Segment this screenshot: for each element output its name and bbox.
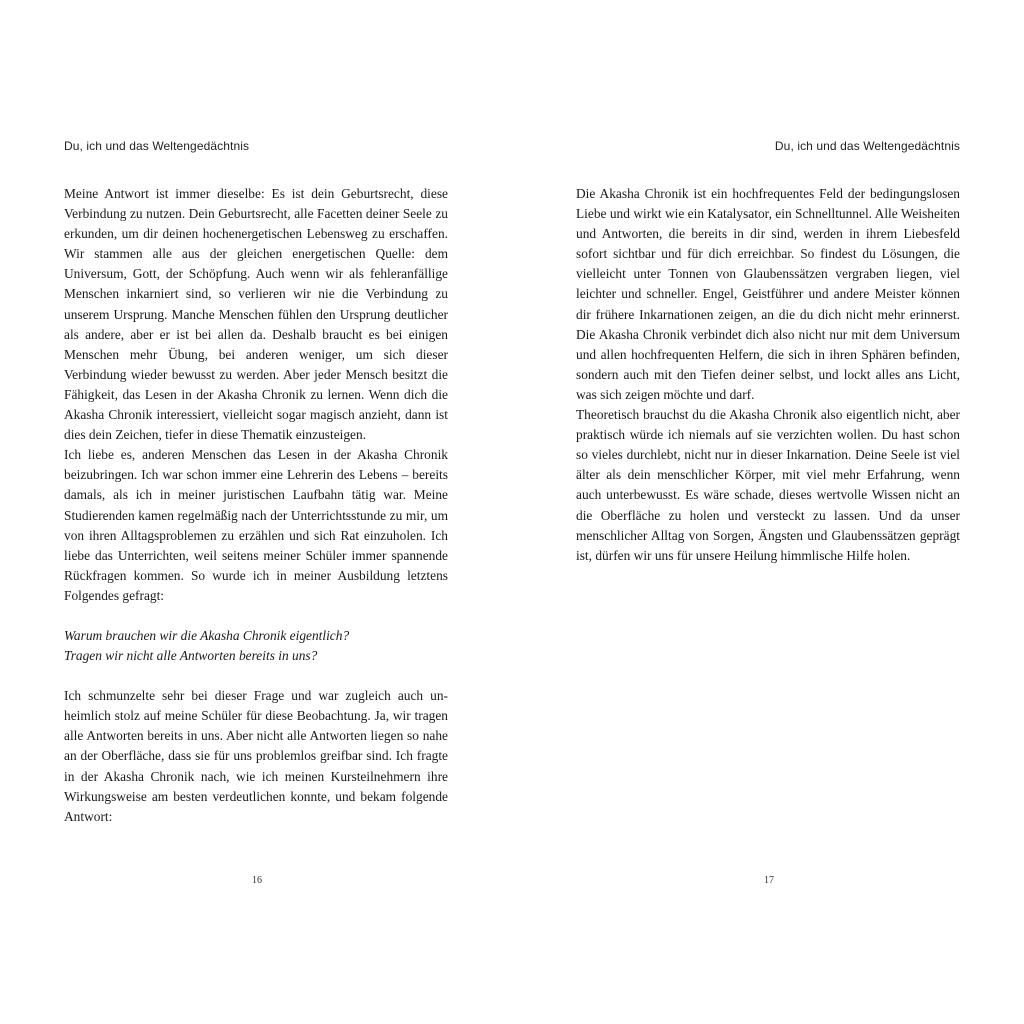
right-paragraph-1: Die Akasha Chronik ist ein hochfrequentes Feld der bedingungslosen Liebe und wirkt wie ein Katalysator, ein Schnelltunnel. Alle Weisheiten und Antworten, die bereits in dir sind, werden in ihrem Liebesfeld sofort sichtbar und für dich erreichbar. So findest du Lösungen, die vielleicht unter Tonnen von Glaubenssätzen vergraben liegen, viel leichter und schneller. Engel, Geistführer und andere Meister können dir frühere Inkarnationen zeigen, an die du dich nicht mehr erinnerst. Die Akasha Chronik verbindet dich also nicht nur mit dem Universum und allen hochfrequenten Helfern, die sich in ihren Sphären befinden, sondern auch mit den Tiefen deiner selbst, und lockt alles ans Licht, was sich zeigen möchte und darf. [576,186,960,402]
left-paragraph-1: Meine Antwort ist immer dieselbe: Es ist dein Geburtsrecht, diese Verbindung zu nutzen. Dein Geburtsrecht, alle Facetten deiner Seele zu erkunden, um dir deinen hochenergetischen Lebensweg zu erschaffen. Wir stammen alle aus der gleichen energetischen Quelle: dem Universum, Gott, der Schöpfung. Auch wenn wir als fehleranfällige Menschen inkarniert sind, so verlieren wir nie die Verbindung zu unserem Ursprung. Manche Menschen fühlen den Ursprung deutlicher als andere, aber er ist bei allen da. Deshalb braucht es bei einigen Menschen mehr Übung, bei anderen weniger, um sich dieser Verbindung wieder bewusst zu werden. Aber jeder Mensch besitzt die Fähigkeit, das Lesen in der Akasha Chronik zu lernen. Wenn dich die Akasha Chronik interessiert, vielleicht sogar magisch anzieht, dann ist dies dein Zeichen, tiefer in diese Thematik einzusteigen. [64,186,448,443]
right-page-number: 17 [764,875,774,886]
pull-quote [64,626,448,666]
quote-line-1: Warum brauchen wir die Akasha Chronik eigentlich? [64,627,350,643]
left-page-body [64,184,448,827]
right-paragraph-2: Theoretisch brauchst du die Akasha Chronik also eigentlich nicht, aber praktisch würde ich niemals auf sie verzichten wollen. Du hast schon so vieles durchlebt, nicht nur in dieser Inkarnation. Deine Seele ist viel älter als dein menschlicher Körper, mit viel mehr Erfahrung, wenn auch unterbewusst. Es wäre schade, dieses wertvolle Wissen nicht an die Oberfläche zu holen und versteckt zu lassen. Und da unser menschlicher Alltag von Sorgen, Ängsten und Glaubenssätzen geprägt ist, dürfen wir uns für unsere Heilung himmlische Hilfe holen. [576,407,960,563]
right-page-body [576,184,960,566]
left-paragraph-2: Ich liebe es, anderen Menschen das Lesen in der Akasha Chronik beizubringen. Ich war schon immer eine Lehrerin des Lebens – bereits damals, als ich in meiner juristischen Laufbahn tätig war. Meine Studierenden kamen regelmäßig nach der Unterrichtsstunde zu mir, um von ihren Alltagsproblemen zu erzählen und sich Rat einzuholen. Ich liebe das Unterrichten, weil seitens meiner Schüler immer spannende Rückfragen kommen. So wurde ich in meiner Ausbildung letztens Folgendes gefragt: [64,447,448,603]
quote-line-2: Tragen wir nicht alle Antworten bereits in uns? [64,648,318,664]
left-page [64,0,448,1024]
left-running-head: Du, ich und das Weltengedächtnis [64,139,250,153]
left-page-number: 16 [252,875,262,886]
right-running-head: Du, ich und das Weltengedächtnis [774,139,960,153]
right-page [576,0,960,1024]
left-paragraph-3: Ich schmunzelte sehr bei dieser Frage und war zugleich auch unheimlich stolz auf meine Schüler für diese Beobachtung. Ja, wir tragen alle Antworten bereits in uns. Aber nicht alle Antworten liegen so nahe an der Oberfläche, dass sie für uns problemlos greifbar sind. Ich fragte in der Akasha Chronik nach, wie ich meinen Kursteilnehmern ihre Wirkungsweise am besten verdeutlichen konnte, und bekam folgende Antwort: [64,688,448,824]
